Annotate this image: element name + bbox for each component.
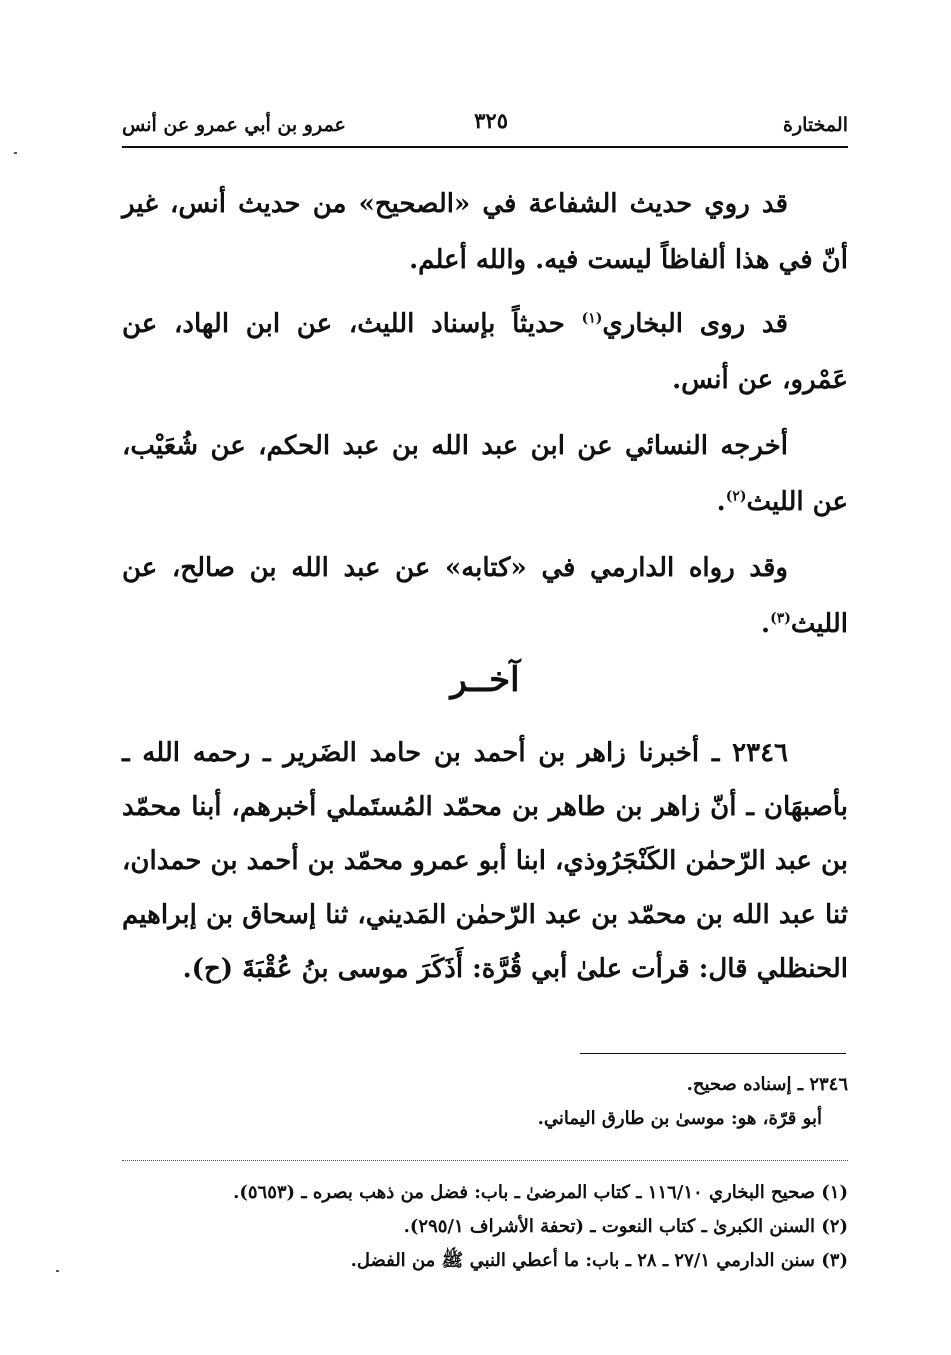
paragraph-1 <box>122 176 848 288</box>
hadith-note-narrator: أبو قرّة، هو: موسىٰ بن طارق اليماني. <box>537 1108 822 1129</box>
paragraph-text-start: وقد رواه الدارمي في «كتابه» عن عبد الله بن صالح، عن الليث <box>122 553 848 639</box>
paragraph-text-start: قد روى البخاري <box>602 309 788 339</box>
footnotes <box>122 1176 848 1278</box>
notes-separator <box>580 1053 846 1054</box>
footnote-marker-3: (٣) <box>770 610 791 627</box>
scan-speck <box>56 1270 59 1272</box>
paragraph-text-start: أخرجه النسائي عن ابن عبد الله بن عبد الحكم، عن شُعَيْب، عن الليث <box>122 431 848 517</box>
chain-title: عمرو بن أبي عمرو عن أنس <box>122 114 346 136</box>
paragraph-text-end: . <box>716 487 726 517</box>
hadith-notes <box>122 1068 848 1136</box>
paragraph-3 <box>122 418 848 530</box>
hadith-2346 <box>122 726 848 996</box>
hadith-note-grading: ٢٣٤٦ ـ إسناده صحيح. <box>686 1074 848 1095</box>
footnote-3: (٣) سنن الدارمي ٢٧/١ ـ ٢٨ ـ باب: ما أعطي النبي ﷺ من الفضل. <box>350 1250 848 1271</box>
paragraph-text-end: . <box>761 609 771 639</box>
hadith-text: ٢٣٤٦ ـ أخبرنا زاهر بن أحمد بن حامد الضَرير ـ رحمه الله ـ بأصبهَان ـ أنّ زاهر بن طاهر بن محمّد المُستَملي أخبرهم، أبنا محمّد بن عبد الرّحمٰن الكَنْجَرُوذي، ابنا أبو عمرو محمّد بن أحمد بن حمدان، ثنا عبد الله بن محمّد بن عبد الرّحمٰن المَديني، ثنا إسحاق بن إبراهيم الحنظلي قال: قرأت علىٰ أبي قُرَّة: أَذَكَرَ موسى بنُ عُقْبَةَ (ح). <box>122 738 848 984</box>
footnotes-separator <box>122 1160 848 1161</box>
scan-speck <box>14 152 17 154</box>
section-title-text: آخــر <box>450 660 520 700</box>
page-number: ٣٢٥ <box>474 108 508 133</box>
section-title <box>122 660 848 700</box>
footnote-2: (٢) السنن الكبرىٰ ـ كتاب النعوت ـ (تحفة الأشراف ٢٩٥/١). <box>403 1216 848 1237</box>
header-rule <box>122 146 848 148</box>
paragraph-text-end: حديثاً بإسناد الليث، عن ابن الهاد، عن عَمْرو، عن أنس. <box>122 309 848 395</box>
footnote-marker-2: (٢) <box>725 488 747 505</box>
paragraph-4 <box>122 540 848 652</box>
footnote-marker-1: (١) <box>581 310 603 327</box>
paragraph-text: قد روي حديث الشفاعة في «الصحيح» من حديث أنس، غير أنّ في هذا ألفاظاً ليست فيه. والله أعلم. <box>122 189 848 275</box>
running-header <box>122 108 848 142</box>
paragraph-2 <box>122 296 848 408</box>
footnote-1: (١) صحيح البخاري ١١٦/١٠ ـ كتاب المرضىٰ ـ باب: فضل من ذهب بصره ـ (٥٦٥٣). <box>233 1182 848 1203</box>
book-title: المختارة <box>783 114 848 136</box>
